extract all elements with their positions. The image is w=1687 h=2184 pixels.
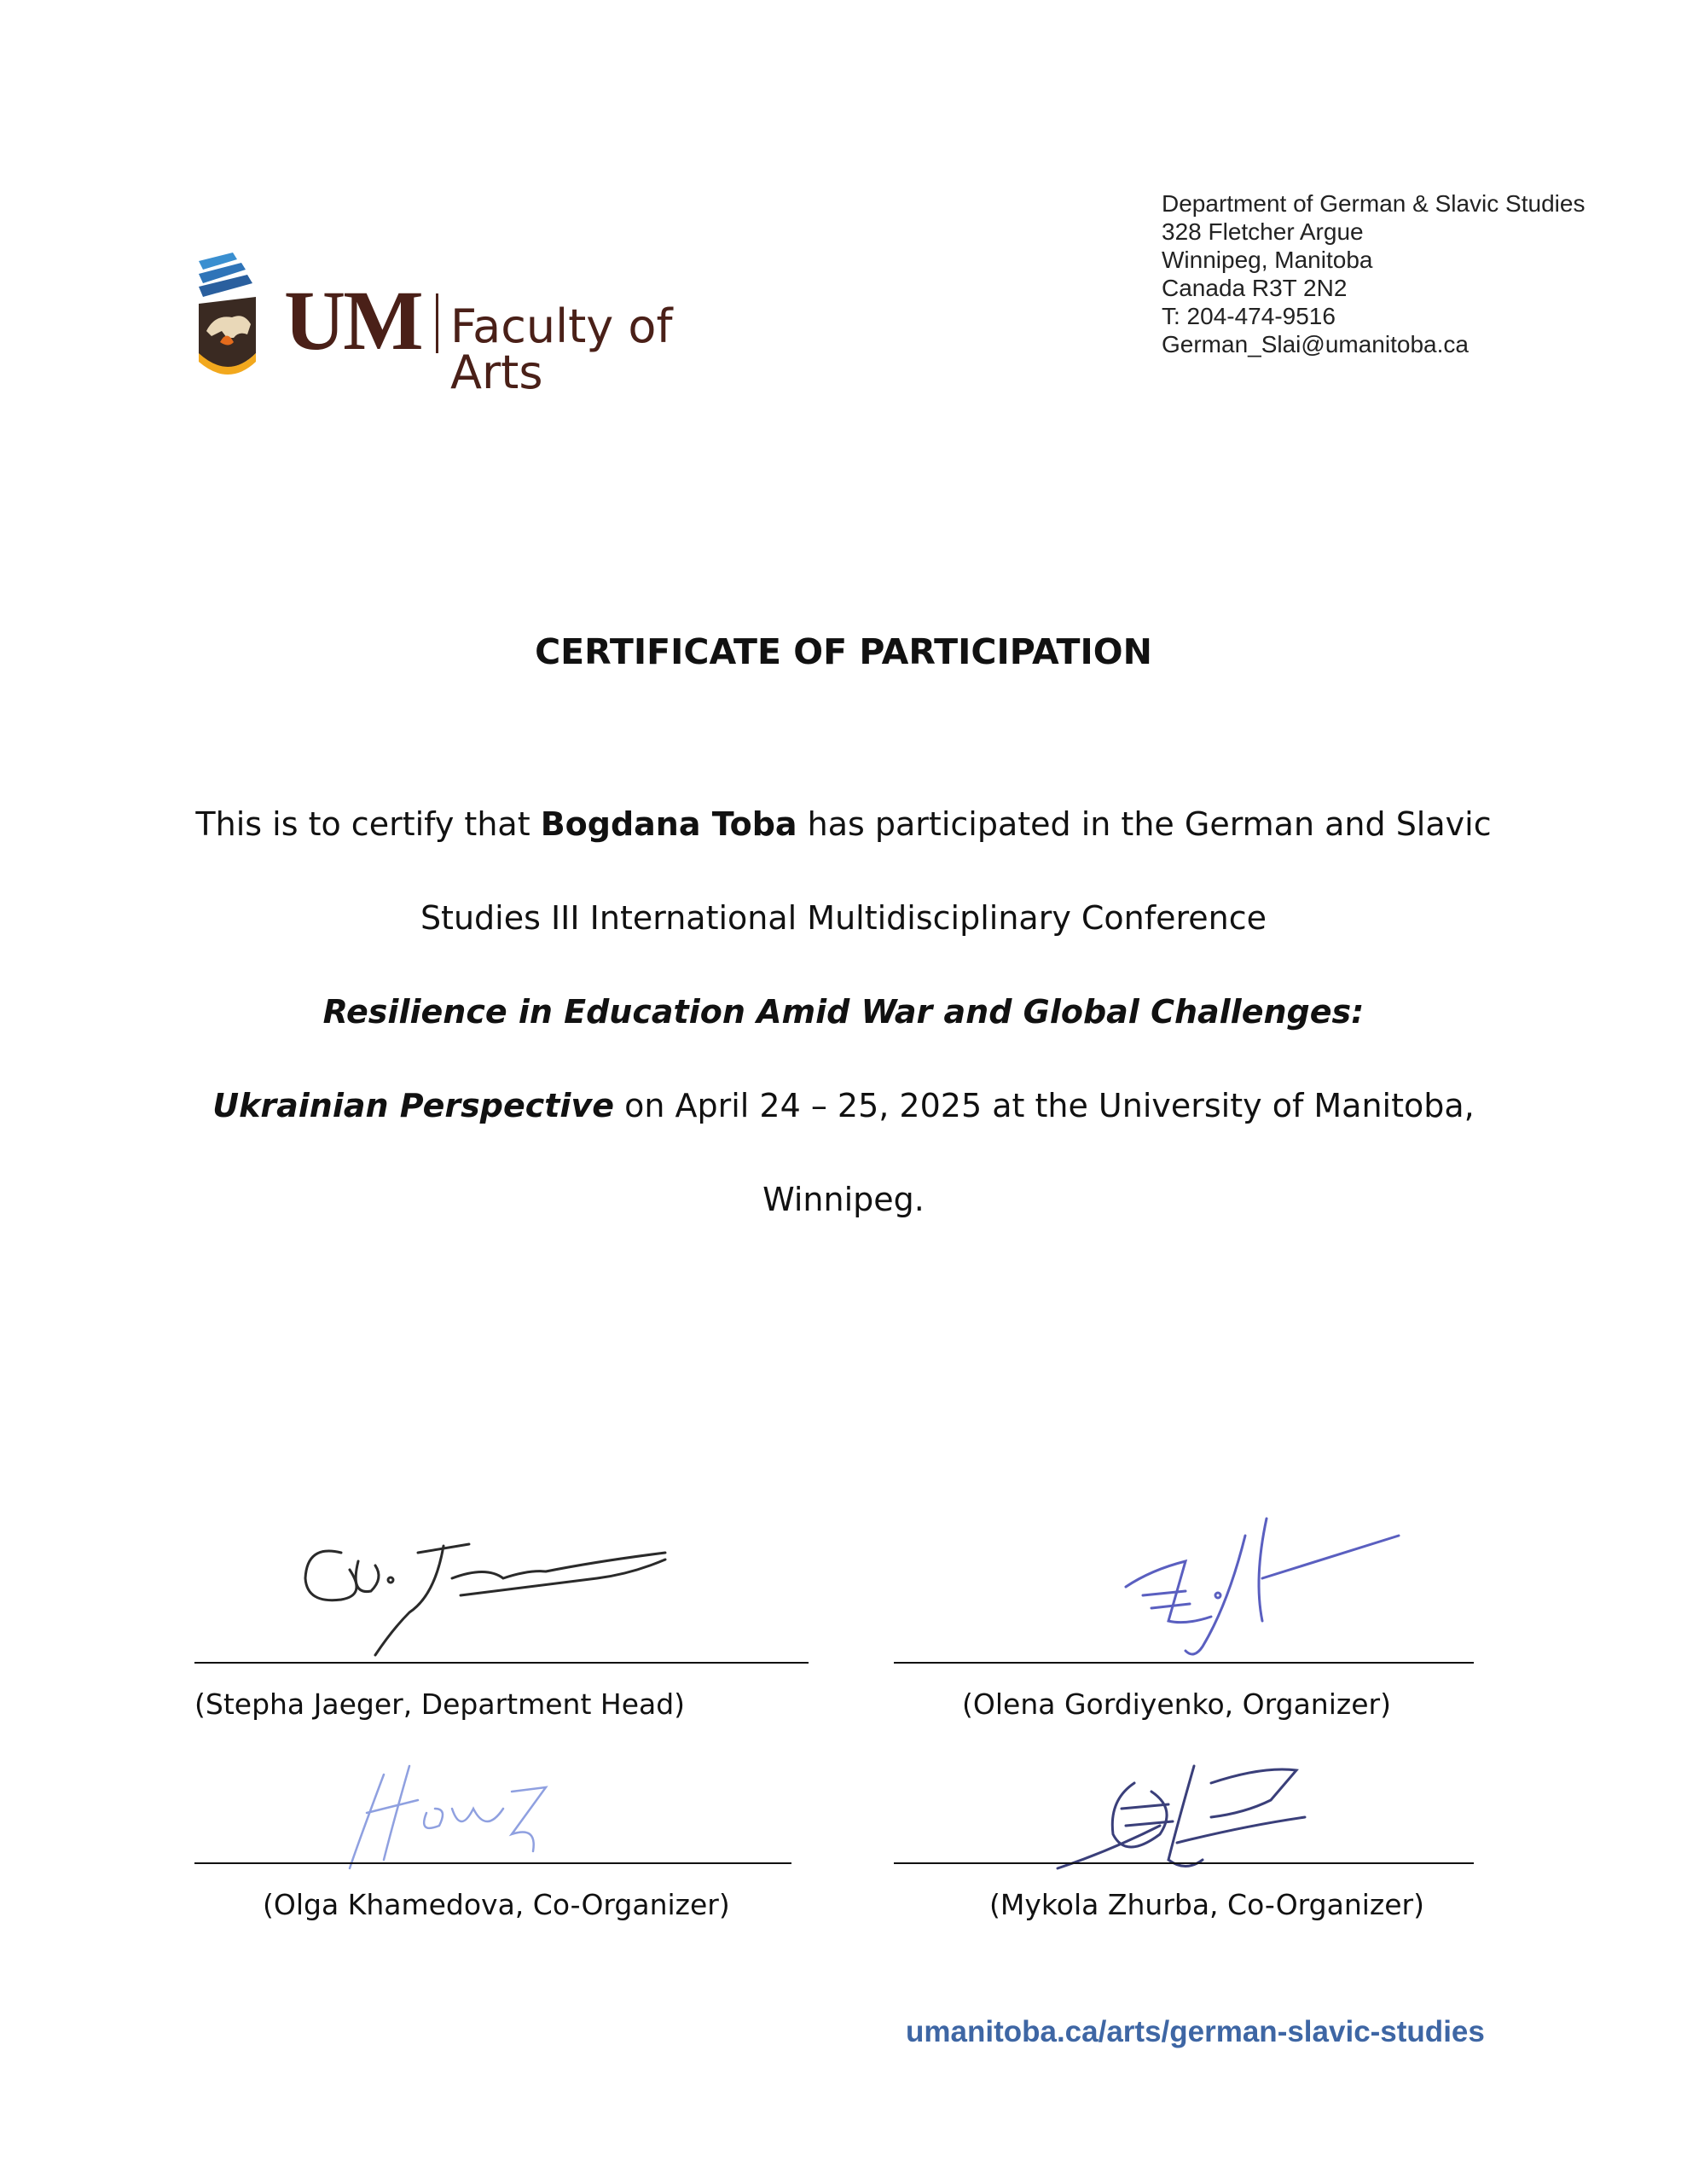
signature-label-zhurba: (Mykola Zhurba, Co-Organizer) [989, 1888, 1424, 1921]
um-faculty-logo [194, 253, 757, 399]
signature-label-khamedova: (Olga Khamedova, Co-Organizer) [263, 1888, 730, 1921]
logo-faculty-text: Faculty of Arts [450, 299, 673, 399]
footer-url-link[interactable]: umanitoba.ca/arts/german-slavic-studies [906, 2015, 1485, 2048]
address-street: 328 Fletcher Argue [1162, 218, 1364, 245]
um-bison-crest-icon [194, 253, 263, 380]
address-department: Department of German & Slavic Studies [1162, 190, 1586, 217]
certificate-line-4 [0, 1087, 1687, 1124]
certificate-line-1 [0, 805, 1687, 843]
address-phone: T: 204-474-9516 [1162, 303, 1336, 329]
department-address [1162, 189, 1585, 358]
participant-name: Bogdana Toba [540, 805, 797, 843]
address-email: German_Slai@umanitoba.ca [1162, 331, 1469, 357]
conference-theme-line-1: Resilience in Education Amid War and Global Challenges: [322, 993, 1365, 1031]
signature-jaeger-image [290, 1519, 682, 1664]
certificate-line-2: Studies III International Multidisciplinary Conference [420, 899, 1267, 937]
conference-theme-line-2: Ukrainian Perspective [212, 1087, 614, 1124]
logo-divider [436, 293, 438, 353]
logo-um-text: UM [284, 273, 421, 368]
certificate-line-5: Winnipeg. [762, 1181, 925, 1218]
signature-khamedova-image [333, 1740, 571, 1877]
address-country-postal: Canada R3T 2N2 [1162, 275, 1348, 301]
signature-line-khamedova [194, 1862, 791, 1864]
signature-line-zhurba [894, 1862, 1474, 1864]
signature-label-gordiyenko: (Olena Gordiyenko, Organizer) [962, 1687, 1391, 1721]
signature-label-jaeger: (Stepha Jaeger, Department Head) [194, 1687, 686, 1721]
signature-line-gordiyenko [894, 1662, 1474, 1664]
line1-suffix: has participated in the German and Slavic [797, 805, 1492, 843]
address-city: Winnipeg, Manitoba [1162, 247, 1373, 273]
line1-prefix: This is to certify that [195, 805, 541, 843]
line4-suffix: on April 24 – 25, 2025 at the University of Manitoba, [613, 1087, 1475, 1124]
signature-line-jaeger [194, 1662, 809, 1664]
certificate-title: CERTIFICATE OF PARTICIPATION [535, 631, 1152, 672]
signature-gordiyenko-image [1117, 1476, 1407, 1664]
